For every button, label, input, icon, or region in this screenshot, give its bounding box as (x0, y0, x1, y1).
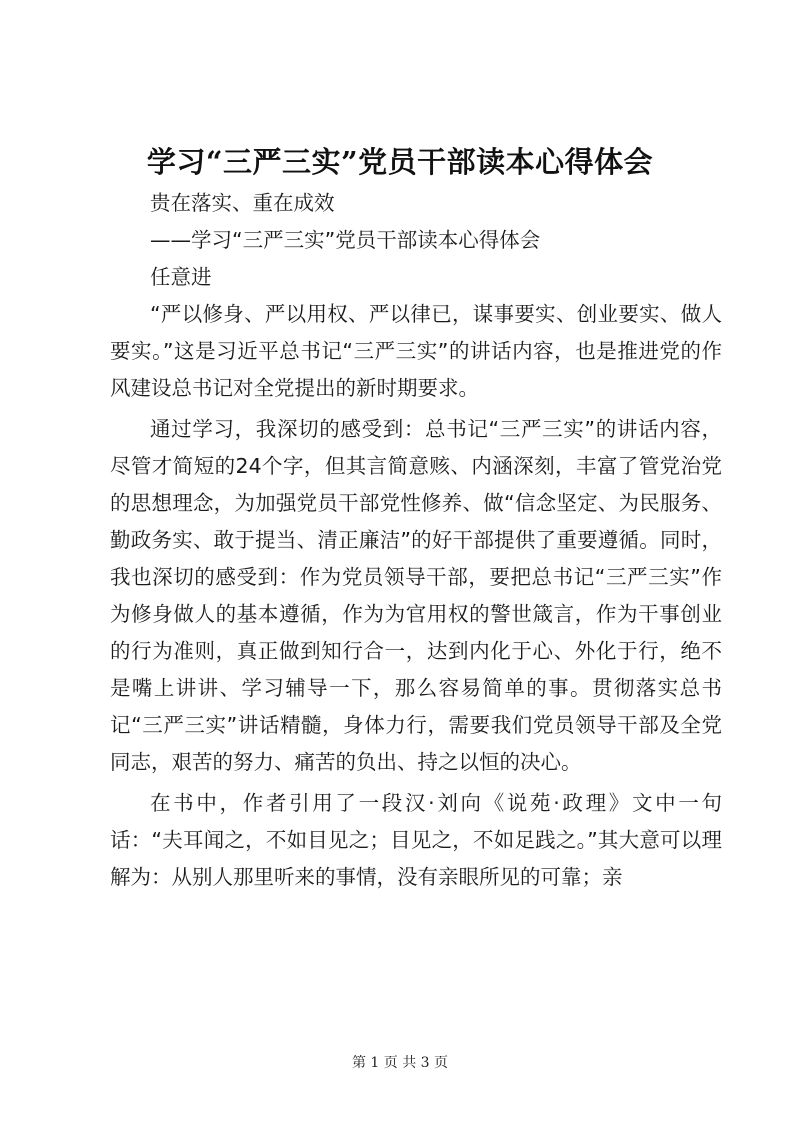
page-number-footer: 第 1 页 共 3 页 (351, 1055, 449, 1071)
paragraph-2: 通过学习，我深切的感受到：总书记“三严三实”的讲话内容，尽管才简短的24个字，但其言简意赅、内涵深刻，丰富了管党治党的思想理念，为加强党员干部党性修养、做“信念坚定、为民服务、勤政务实、敢于提当、清正廉洁”的好干部提供了重要遵循。同时，我也深切的感受到：作为党员领导干部，要把总书记“三严三实”作为修身做人的基本遵循，作为为官用权的警世箴言，作为干事创业的行为准则，真正做到知行合一，达到内化于心、外化于行，绝不是嘴上讲讲、学习辅导一下，那么容易简单的事。贯彻落实总书记“三严三实”讲话精髓，身体力行，需要我们党员领导干部及全党同志，艰苦的努力、痛苦的负出、持之以恒的决心。 (110, 416, 722, 775)
author-name: 任意进 (150, 265, 212, 290)
document-title: 学习“三严三实”党员干部读本心得体会 (146, 145, 654, 179)
paragraph-1: “严以修身、严以用权、严以律已，谋事要实、创业要实、做人要实。”这是习近平总书记“三严三实”的讲话内容，也是推进党的作风建设总书记对全党提出的新时期要求。 (110, 302, 722, 401)
paragraph-3: 在书中，作者引用了一段汉·刘向《说苑·政理》文中一句话：“夫耳闻之，不如目见之；目见之，不如足践之。”其大意可以理解为：从别人那里听来的事情，没有亲眼所见的可靠；亲 (110, 790, 722, 889)
subtitle-primary: 贵在落实、重在成效 (150, 191, 335, 215)
subtitle-secondary: ——学习“三严三实”党员干部读本心得体会 (150, 228, 541, 253)
document-body (110, 185, 722, 896)
